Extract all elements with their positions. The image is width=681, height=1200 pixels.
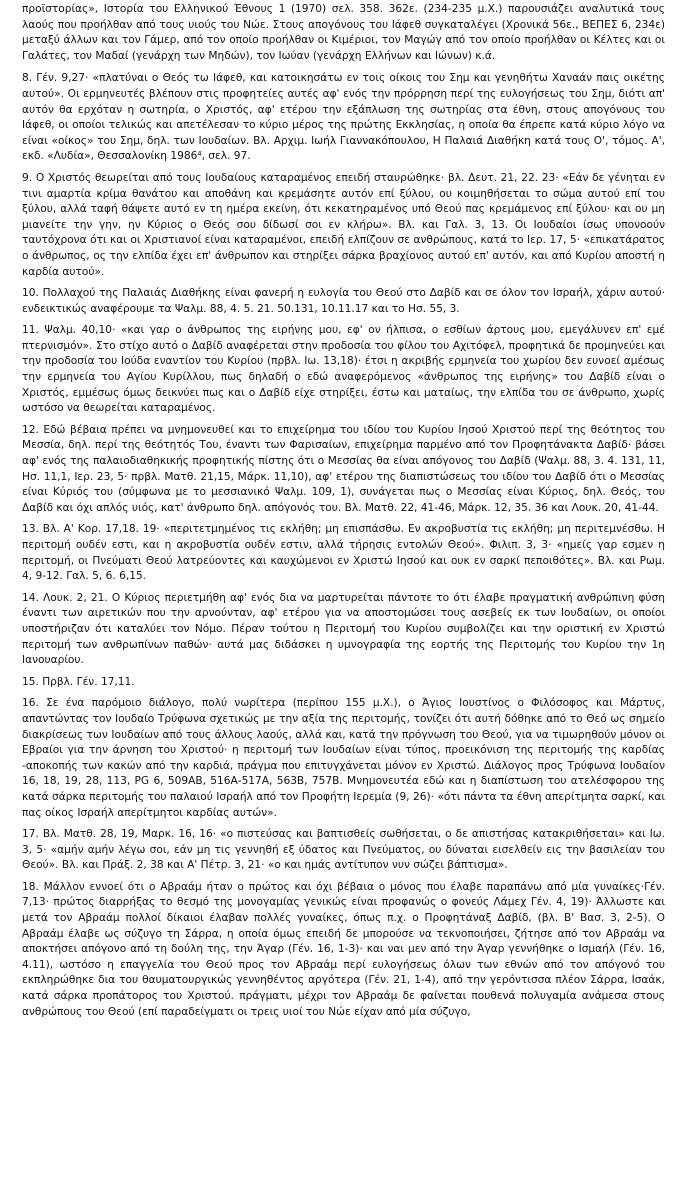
- footnote-8: 8. Γέν. 9,27· «πλατύναι ο Θεός τω Ιάφεθ, και κατοικησάτω εν τοις οίκοις του Σημ και γενηθήτω Χαναάν παις οικέτης αυτού». Οι ερμηνευτές βλέπουν στις προφητείες αυτές αφ' ενός την πρόρρηση περί της ευλογήσεως του Σημ, διότι απ' αυτόν θα ερχόταν η σωτηρία, ο Χριστός, αφ' ετέρου την εξάπλωση της σωτηρίας στα έθνη, στους απογόνους του Ιάφεθ, οι οποίοι τελικώς και απετέλεσαν το κύριο μέρος της πρώτης Εκκλησίας, η οποία θα έπρεπε κατά κύριο λόγο να είναι «οίκος» του Σημ, δηλ. των Ιουδαίων. Βλ. Αρχιμ. Ιωήλ Γιαννακόπουλου, Η Παλαιά Διαθήκη κατά τους Ο', τόμος. Α', εκδ. «Λυδία», Θεσσαλονίκη 1986⁴, σελ. 97.: [22, 72, 665, 163]
- footnote-18: 18. Μάλλον εννοεί ότι ο Αβραάμ ήταν ο πρώτος και όχι βέβαια ο μόνος που έλαβε παραπάνω από μία γυναίκες·Γέν. 7,13· πρώτος διαρρήξας το θεσμό της μονογαμίας γενικώς είναι προφανώς ο φονεύς Λάμεχ Γέν. 4, 19)· Άλλωστε και μετά τον Αβραάμ πολλοί δίκαιοι έλαβαν πολλές γυναίκες, όπως π.χ. ο Προφητάναξ Δαβίδ, (βλ. Β' Βασ. 3, 2-5). Ο Αβραάμ έλαβε ως σύζυγο τη Σάρρα, η οποία όμως επειδή δε μπορούσε να τεκνοποιήσει, ζήτησε από τον Αβραάμ να αποκτήσει απόγονο από τη δούλη της, την Άγαρ (Γέν. 16, 1-3)· και ναι μεν από την Άγαρ γεννήθηκε ο Ισμαήλ (Γέν. 16, 4.11), ωστόσο η επαγγελία του Θεού προς τον Αβραάμ περί ευλογήσεως όλων των εθνών από τον απόγονό του εκπληρώθηκε δια του θαυματουργικώς γεννηθέντος αργότερα (Γέν. 21, 1-4), από την γερόντισσα πλέον Σάρρα, Ισαάκ, κατά σάρκα προπάτορος του Χριστού. πράγματι, μέχρι τον Αβραάμ δε φαίνεται πουθενά πολυγαμία ανάμεσα στους ανθρώπους του Θεού (επί παραδείγματι οι τρεις υιοί του Νώε είχαν από μία σύζυγο,: [22, 880, 665, 1018]
- footnote-15: 15. Πρβλ. Γέν. 17,11.: [22, 675, 135, 688]
- footnote-10: 10. Πολλαχού της Παλαιάς Διαθήκης είναι φανερή η ευλογία του Θεού στο Δαβίδ και σε όλον τον Ισραήλ, χάριν αυτού· ενδεικτικώς αναφέρουμε τα Ψαλμ. 88, 4. 5. 21. 50.131, 10.11.17 και το Ησ. 55, 3.: [22, 287, 665, 315]
- footnote-11: 11. Ψαλμ. 40,10· «και γαρ ο άνθρωπος της ειρήνης μου, εφ' ον ήλπισα, ο εσθίων άρτους μου, εμεγάλυνεν επ' εμέ πτερνισμόν». Στο στίχο αυτό ο Δαβίδ αναφέρεται στην προδοσία του φίλου του Αχιτόφελ, προφητικά δε προμηνεύει και την προδοσία του Ιούδα εναντίον του Κυρίου (πρβλ. Ιω. 13,18)· έτσι η ακριβής ερμηνεία του χωρίου δεν ευνοεί αμέσως την ερμηνεία του Αγίου Κυρίλλου, πως δηλαδή ο εδώ αναφερόμενος «άνθρωπος της ειρήνης» του Δαβίδ είναι ο Χριστός, εμμέσως όμως δεικνύει πως και ο Δαβίδ είχε στηρίξει, έστω και ματαίως, την ελπίδα του σε άνθρωπο, χωρίς ωστόσο να θεωρείται καταραμένος.: [22, 324, 665, 415]
- footnote-17: 17. Βλ. Ματθ. 28, 19, Μαρκ. 16, 16· «ο πιστεύσας και βαπτισθείς σωθήσεται, ο δε απιστήσας κατακριθήσεται» και Ιω. 3, 5· «αμήν αμήν λέγω σοι, εάν μη τις γεννηθή εξ ύδατος και Πνεύματος, ου δύναται εισελθείν εις την βασιλείαν του Θεού». Βλ. και Πράξ. 2, 38 και Α' Πέτρ. 3, 21· «ο και ημάς αντίτυπον νυν σώζει βάπτισμα».: [22, 828, 665, 872]
- footnote-14: 14. Λουκ. 2, 21. Ο Κύριος περιετμήθη αφ' ενός δια να μαρτυρείται πάντοτε το ότι έλαβε πραγματική ανθρώπινη φύση έναντι των αιρετικών που την αρνούνταν, αφ' ετέρου για να αποστομώσει τους ασεβείς εκ των Ιουδαίων, οι οποίοι υποστήριζαν ότι καταλύει τον Νόμο. Πέραν τούτου η Περιτομή του Κυρίου συμβολίζει και την οριστική εν Χριστώ περιτομή των ανθρωπίνων παθών· αυτά μας διδάσκει η υμνογραφία της εορτής της Περιτομής του Κυρίου την 1η Ιανουαρίου.: [22, 591, 665, 667]
- footnote-9: 9. Ο Χριστός θεωρείται από τους Ιουδαίους καταραμένος επειδή σταυρώθηκε· βλ. Δευτ. 21, 22. 23· «Εάν δε γένηται εν τινι αμαρτία κρίμα θανάτου και αποθάνη και κρεμάσητε αυτόν επί ξύλου, ου κοιμηθήσεται το σώμα αυτού επί του ξύλου, αλλά ταφή θάψετε αυτό εν τη ημέρα εκείνη, ότι κεκατηραμένος υπό Θεού πας κρεμάμενος επί ξύλου· και ου μη μιανείτε την γην, ην Κύριος ο Θεός σου δίδωσί σοι εν κλήρω». Βλ. και Γαλ. 3, 13. Οι Ιουδαίοι ίσως υπονοούν ταυτόχρονα ότι και οι Χριστιανοί είναι καταραμένοι, επειδή ελπίζουν σε ανθρώπους, κατά το Ιερ. 17, 5· «επικατάρατος ο άνθρωπος, ος την ελπίδα έχει επ' άνθρωπον και στηρίξει σάρκα βραχίονος αυτού επ' αυτόν, και από Κυρίου αποστή η καρδία αυτού».: [22, 171, 665, 278]
- footnote-13: 13. Βλ. Α' Κορ. 17,18. 19· «περιτετμημένος τις εκλήθη; μη επισπάσθω. Εν ακροβυστία τις εκλήθη; μη περιτεμνέσθω. Η περιτομή ουδέν εστι, και η ακροβυστία ουδέν εστιν, αλλά τήρησις εντολών Θεού». Φιλιπ. 3, 3· «ημείς γαρ εσμεν η περιτομή, οι Πνεύματι Θεού λατρεύοντες και καυχώμενοι εν Χριστώ Ιησού και ουκ εν σαρκί πεποιθότες». Βλ. και Ρωμ. 4, 9-12. Γαλ. 5, 6. 6,15.: [22, 523, 665, 583]
- footnote-7-continuation: προϊστορίας», Ιστορία του Ελληνικού Έθνους 1 (1970) σελ. 358. 362ε. (234-235 μ.Χ.) παρουσιάζει αναλυτικά τους λαούς που προήλθαν από τους υιούς του Νώε. Στους απογόνους του Ιάφεθ συγκαταλέγει (Χρονικά 56ε., ΒΕΠΕΣ 6, 234ε) μεταξύ άλλων και τον Γάμερ, από τον οποίο προήλθαν οι Κιμέριοι, τον Μαγώγ από τον οποίο προήλθαν οι Κέλτες και οι Γαλάτες, τον Μαδαί (γενάρχη των Μηδών), τον Ιωύαν (γενάρχη Ελλήνων και Ιώνων) κ.ά.: [22, 3, 665, 62]
- footnote-12: 12. Εδώ βέβαια πρέπει να μνημονευθεί και το επιχείρημα του ιδίου του Κυρίου Ιησού Χριστού περί της θεότητος του Μεσσία, δηλ. περί της θεότητός Του, έναντι των Φαρισαίων, επιχείρημα παρμένο από τον Προφητάνακτα Δαβίδ· βάσει αφ' ενός της παλαιοδιαθηκικής προφητικής πίστης ότι ο Μεσσίας θα είναι απόγονος του Δαβίδ (Ψαλμ. 88, 3. 4. 131, 11, Ησ. 11,1, Ιερ. 23, 5· πρβλ. Ματθ. 21,15, Μάρκ. 11,10), αφ' ετέρου της διαπιστώσεως του ιδίου του Δαβίδ ότι ο Μεσσίας είναι Κύριός του (σύμφωνα με το μεσσιανικό Ψαλμ. 109, 1), συνάγεται πως ο Μεσσίας είναι Κύριος, δηλ. Θεός, του Δαβίδ και όχι απλός υιός, κατ' άνθρωπο δηλ. απόγονός του. Βλ. Ματθ. 22, 41-46, Μάρκ. 12, 35. 36 και Λουκ. 20, 41-44.: [22, 423, 665, 514]
- footnote-16: 16. Σε ένα παρόμοιο διάλογο, πολύ νωρίτερα (περίπου 155 μ.Χ.), ο Άγιος Ιουστίνος ο Φιλόσοφος και Μάρτυς, απαντώντας τον Ιουδαίο Τρύφωνα σχετικώς με την αξία της περιτομής, τονίζει ότι αυτή δόθηκε από το Θεό ως σημείο διακρίσεως των Ιουδαίων από τους άλλους λαούς, αλλά και, κατά την πρόγνωση του Θεού, για να τιμωρηθούν μόνον οι Εβραίοι για την άρνηση του Χριστού· η περιτομή των Ιουδαίων είναι τύπος, προεικόνιση της περιτομής της καρδίας -αποκοπής των κακών από την καρδιά, πράγμα που επιτυγχάνεται μόνον εν Χριστώ. Διάλογος προς Τρύφωνα Ιουδαίον 16, 18, 19, 28, 113, PG 6, 509ΑΒ, 516Α-517Α, 563Β, 757Β. Μνημονευτέα εδώ και η διαπίστωση του ατελέσφορου της κατά σάρκα περιτομής του παλαιού Ισραήλ από τον Προφήτη Ιερεμία (9, 26)· «ότι πάντα τα έθνη απερίτμητα σαρκί, και πας οίκος Ισραήλ απερίτμητοι καρδίας αυτών».: [22, 697, 665, 819]
